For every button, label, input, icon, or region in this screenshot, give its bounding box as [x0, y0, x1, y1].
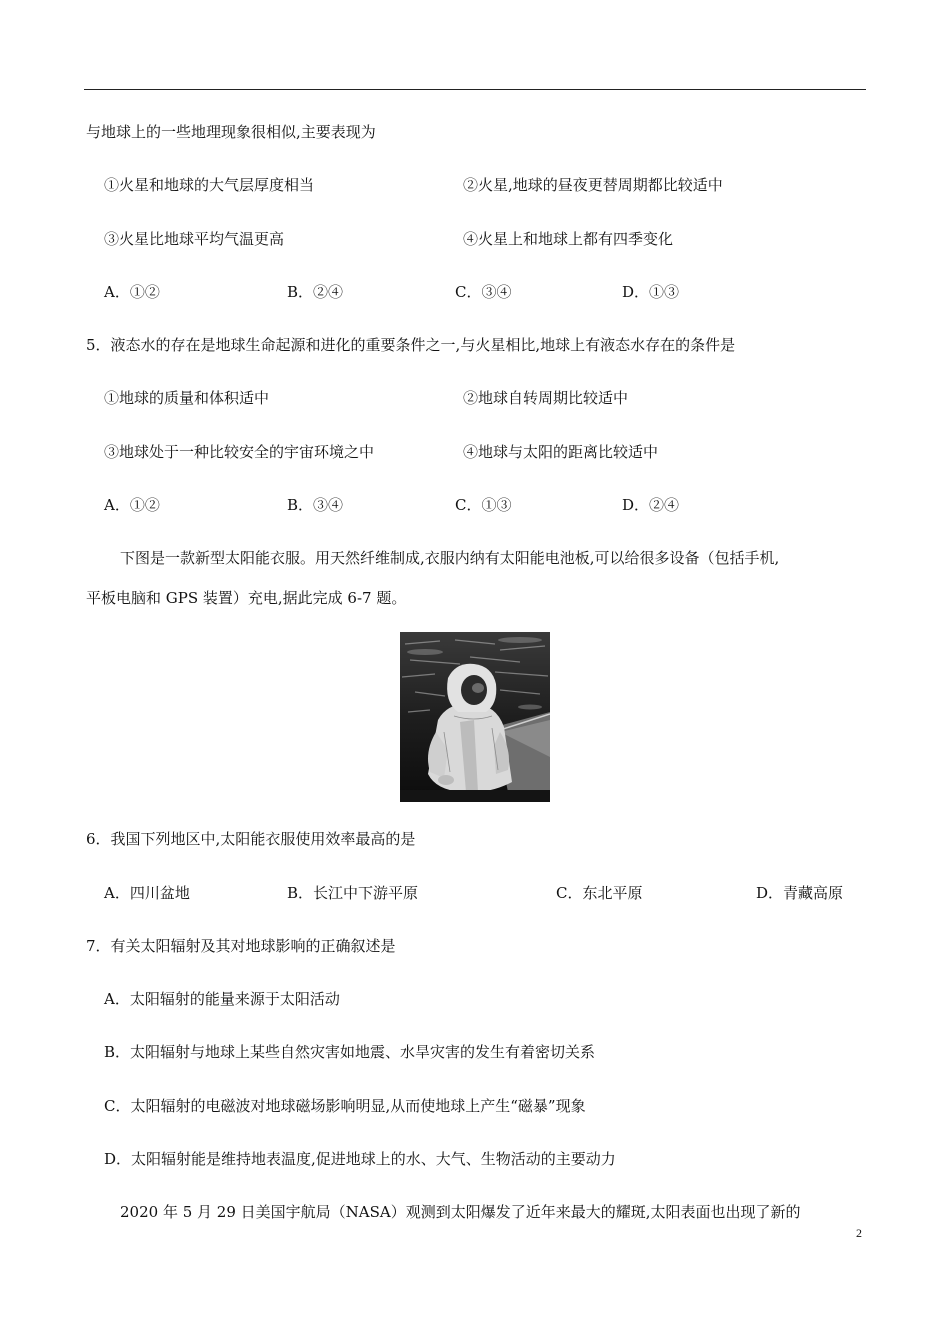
- q7-option-a: A．太阳辐射的能量来源于太阳活动: [104, 990, 340, 1008]
- q5-statement-4: ④地球与太阳的距离比较适中: [463, 443, 659, 461]
- passage-6-7-line-1: 下图是一款新型太阳能衣服。用天然纤维制成,衣服内纳有太阳能电池板,可以给很多设备（包括手机,: [120, 549, 780, 567]
- q5-option-a: A．①②: [104, 496, 160, 514]
- passage-next-line-1: 2020 年 5 月 29 日美国宇航局（NASA）观测到太阳爆发了近年来最大的耀斑,太阳表面也出现了新的: [120, 1203, 801, 1221]
- q7-option-c: C．太阳辐射的电磁波对地球磁场影响明显,从而使地球上产生“磁暴”现象: [104, 1097, 586, 1115]
- passage-6-7-line-2: 平板电脑和 GPS 装置）充电,据此完成 6-7 题。: [86, 589, 407, 607]
- q4-statement-3: ③火星比地球平均气温更高: [104, 230, 285, 248]
- q6-option-a: A．四川盆地: [104, 884, 190, 902]
- solar-clothing-photo: [400, 632, 550, 802]
- q4-statement-2: ②火星,地球的昼夜更替周期都比较适中: [463, 176, 723, 194]
- q4-statement-4: ④火星上和地球上都有四季变化: [463, 230, 674, 248]
- q5-option-c: C．①③: [455, 496, 512, 514]
- q5-statement-3: ③地球处于一种比较安全的宇宙环境之中: [104, 443, 375, 461]
- q5-stem: 5．液态水的存在是地球生命起源和进化的重要条件之一,与火星相比,地球上有液态水存在的条件是: [86, 336, 736, 354]
- q5-statement-1: ①地球的质量和体积适中: [104, 389, 270, 407]
- q5-statement-2: ②地球自转周期比较适中: [463, 389, 629, 407]
- q6-option-c: C．东北平原: [556, 884, 643, 902]
- q7-option-b: B．太阳辐射与地球上某些自然灾害如地震、水旱灾害的发生有着密切关系: [104, 1043, 596, 1061]
- q7-stem: 7．有关太阳辐射及其对地球影响的正确叙述是: [86, 937, 396, 955]
- header-rule: [84, 89, 866, 90]
- q4-option-c: C．③④: [455, 283, 512, 301]
- q6-option-d: D．青藏高原: [756, 884, 844, 902]
- q4-stem-continued: 与地球上的一些地理现象很相似,主要表现为: [86, 123, 376, 141]
- q5-option-d: D．②④: [622, 496, 680, 514]
- q6-option-b: B．长江中下游平原: [287, 884, 419, 902]
- q4-statement-1: ①火星和地球的大气层厚度相当: [104, 176, 315, 194]
- page-number: 2: [856, 1226, 862, 1240]
- q4-option-b: B．②④: [287, 283, 344, 301]
- q7-option-d: D．太阳辐射能是维持地表温度,促进地球上的水、大气、生物活动的主要动力: [104, 1150, 616, 1168]
- q4-option-a: A．①②: [104, 283, 160, 301]
- q5-option-b: B．③④: [287, 496, 344, 514]
- q6-stem: 6．我国下列地区中,太阳能衣服使用效率最高的是: [86, 830, 416, 848]
- q4-option-d: D．①③: [622, 283, 680, 301]
